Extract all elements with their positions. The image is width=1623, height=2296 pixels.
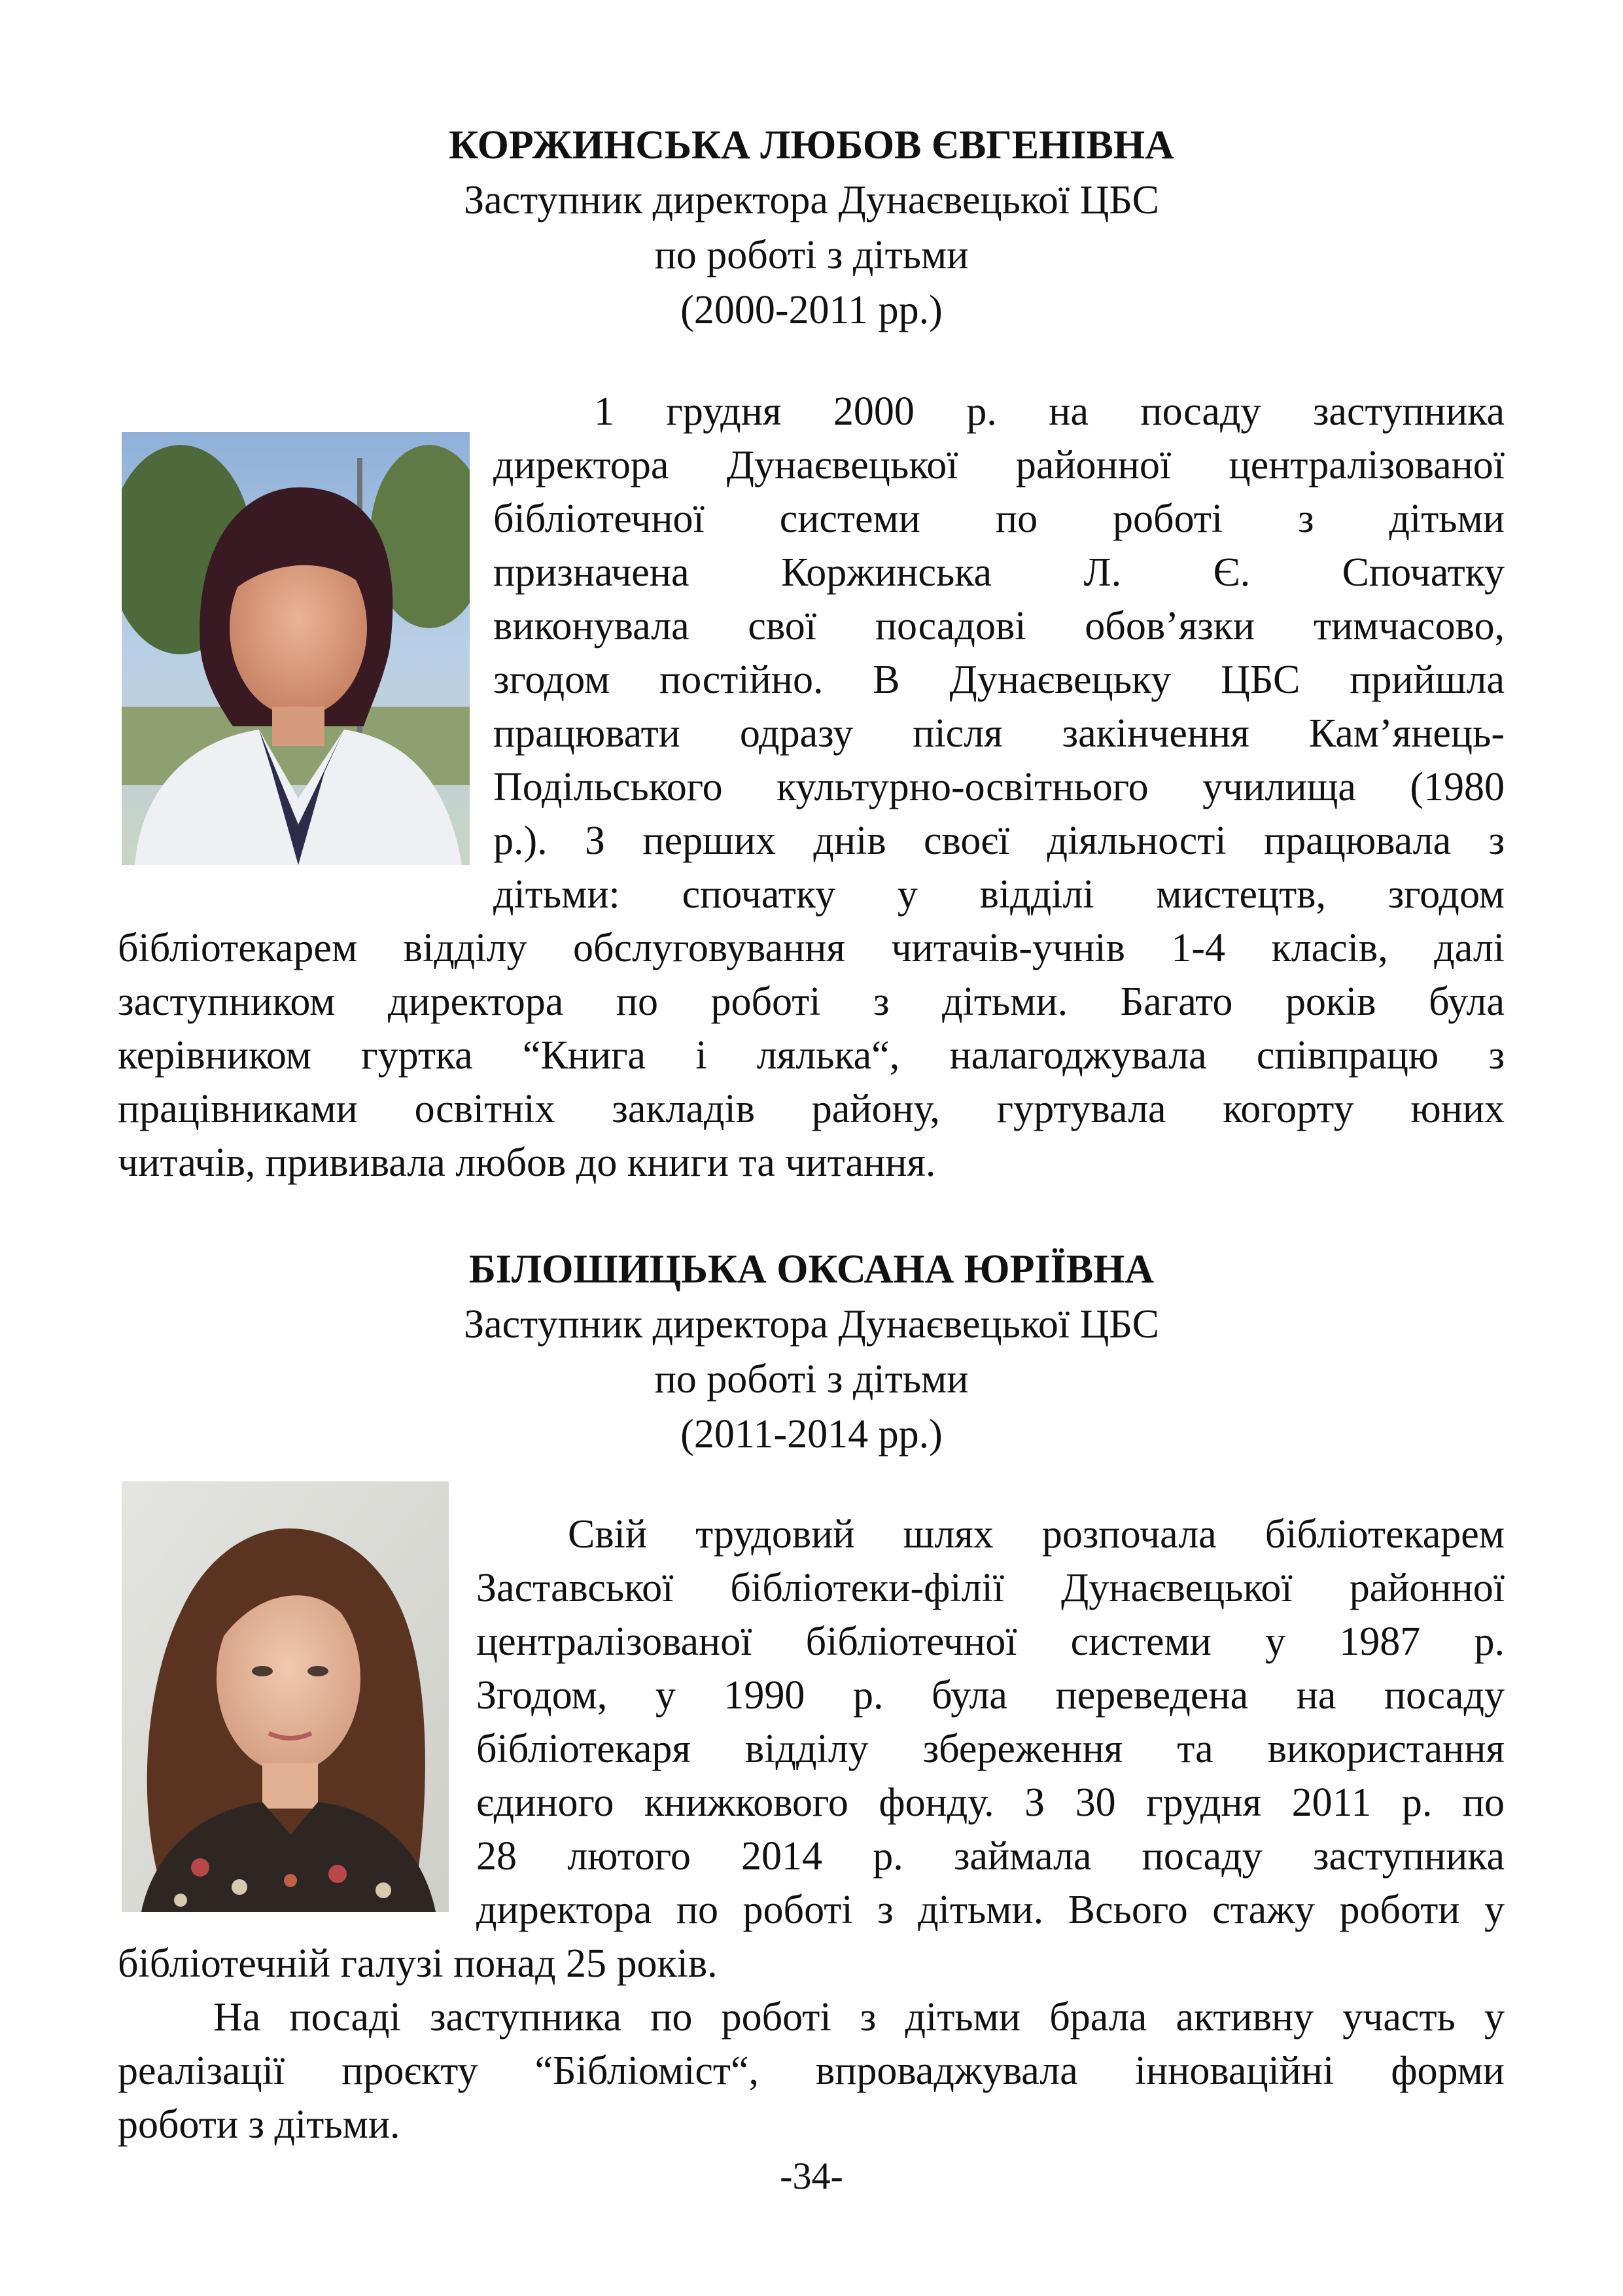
section1-line-15: читачів, прививала любов до книги та читання. <box>118 1140 936 1185</box>
section1-line-12: заступником директора по роботі з дітьми. Багато років була <box>118 980 1505 1024</box>
section2-years: (2011-2014 рр.) <box>680 1412 943 1457</box>
section1-position-line1: Заступник директора Дунаєвецької ЦБС <box>464 178 1159 222</box>
section1-line-3: бібліотечної системи по роботі з дітьми <box>493 497 1505 541</box>
section1-position-line2: по роботі з дітьми <box>654 233 969 277</box>
section2-line-2: Заставської бібліотеки-філії Дунаєвецької районної <box>476 1566 1505 1610</box>
section2-line-5: бібліотекаря відділу збереження та використання <box>476 1727 1505 1771</box>
section1-line-14: працівниками освітніх закладів району, гуртувала когорту юних <box>118 1087 1505 1131</box>
section2-portrait-photo <box>122 1481 449 1912</box>
section1-line-4: призначена Коржинська Л. Є. Спочатку <box>493 550 1505 595</box>
section2-line-7: 28 лютого 2014 р. займала посаду заступника <box>476 1834 1505 1879</box>
section1-line-7: працювати одразу після закінчення Кам’янець- <box>493 711 1505 756</box>
section1-years: (2000-2011 рр.) <box>680 288 943 332</box>
section1-line-10: дітьми: спочатку у відділі мистецтв, згодом <box>493 872 1505 917</box>
section2-line-6: єдиного книжкового фонду. З 30 грудня 2011 р. по <box>476 1780 1505 1825</box>
section1-line-1: 1 грудня 2000 р. на посаду заступника <box>594 389 1505 434</box>
section2-line-4: Згодом, у 1990 р. була переведена на посаду <box>476 1673 1505 1718</box>
section2-position-line1: Заступник директора Дунаєвецької ЦБС <box>464 1302 1159 1347</box>
section1-name: КОРЖИНСЬКА ЛЮБОВ ЄВГЕНІВНА <box>449 123 1174 168</box>
section1-line-2: директора Дунаєвецької районної централізованої <box>493 443 1505 487</box>
page-number: -34- <box>780 2155 843 2197</box>
section2-line-1: Свій трудовий шлях розпочала бібліотекарем <box>568 1512 1505 1557</box>
section2-line-9: бібліотечній галузі понад 25 років. <box>118 1941 718 1986</box>
section2-line-12: роботи з дітьми. <box>118 2102 400 2147</box>
section2-position-line2: по роботі з дітьми <box>654 1357 969 1402</box>
section1-portrait-photo <box>122 432 470 865</box>
section2-line-10: На посаді заступника по роботі з дітьми брала активну участь у <box>213 1995 1505 2040</box>
section1-line-8: Подільського культурно-освітнього училища (1980 <box>493 765 1505 809</box>
section1-line-13: керівником гуртка “Книга і лялька“, налагоджувала співпрацю з <box>118 1033 1505 1078</box>
section1-line-6: згодом постійно. В Дунаєвецьку ЦБС прийшла <box>493 658 1505 702</box>
section2-line-8: директора по роботі з дітьми. Всього стажу роботи у <box>476 1888 1505 1932</box>
section2-name: БІЛОШИЦЬКА ОКСАНА ЮРІЇВНА <box>468 1247 1155 1292</box>
section2-line-11: реалізації проєкту “Бібліоміст“, впроваджувала інноваційні форми <box>118 2049 1505 2093</box>
section2-line-3: централізованої бібліотечної системи у 1987 р. <box>476 1619 1505 1664</box>
section2-heading <box>0 1242 1623 1462</box>
section1-heading <box>0 118 1623 338</box>
section1-line-11: бібліотекарем відділу обслуговування читачів-учнів 1-4 класів, далі <box>118 926 1505 970</box>
section1-line-9: р.). З перших днів своєї діяльності працювала з <box>493 819 1505 863</box>
section1-line-5: виконувала свої посадові обов’язки тимчасово, <box>493 604 1505 648</box>
